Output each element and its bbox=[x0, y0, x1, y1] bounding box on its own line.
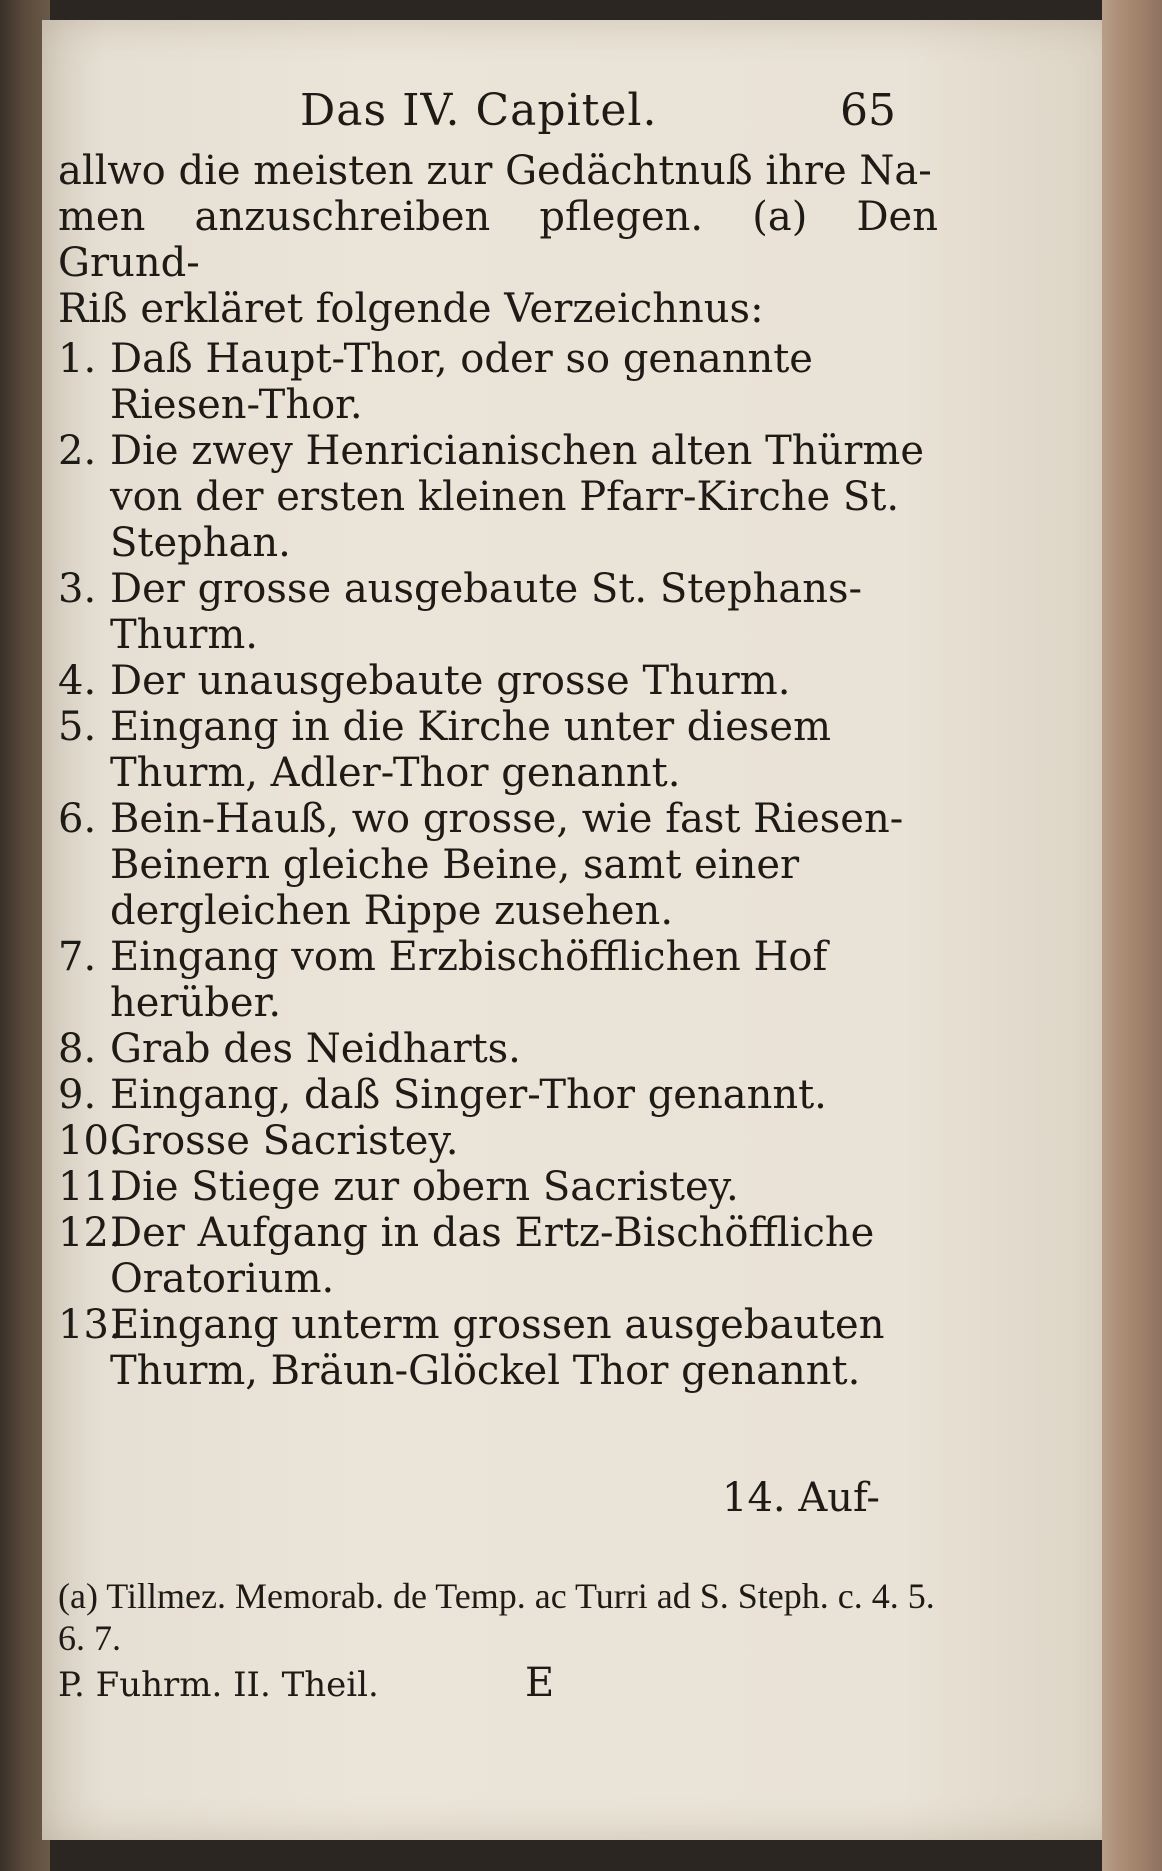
item-text: Die zwey Henricianischen alten Thürme von der ersten kleinen Pfarr-Kirche St. Stephan. bbox=[110, 428, 925, 566]
intro-line: Riß erkläret folgende Verzeichnus: bbox=[58, 286, 764, 332]
list-item bbox=[58, 428, 958, 566]
item-number: 4. bbox=[58, 658, 97, 704]
item-number: 1. bbox=[58, 336, 97, 382]
intro-paragraph bbox=[58, 148, 938, 332]
item-number: 3. bbox=[58, 566, 97, 612]
list-item bbox=[58, 796, 958, 934]
item-number: 9. bbox=[58, 1072, 97, 1118]
item-text: Der unausgebaute grosse Thurm. bbox=[110, 658, 791, 704]
legend-list bbox=[58, 336, 958, 1394]
list-item bbox=[58, 1164, 958, 1210]
item-number: 7. bbox=[58, 934, 97, 980]
list-item bbox=[58, 658, 958, 704]
item-text: Die Stiege zur obern Sacristey. bbox=[110, 1164, 739, 1210]
footnote: (a) Tillmez. Memorab. de Temp. ac Turri ad S. Steph. c. 4. 5. 6. 7. bbox=[58, 1576, 935, 1658]
item-number: 2. bbox=[58, 428, 97, 474]
intro-line: allwo die meisten zur Gedächtnuß ihre Na- bbox=[58, 148, 932, 194]
list-item bbox=[58, 1072, 958, 1118]
item-number: 5. bbox=[58, 704, 97, 750]
item-number: 10. bbox=[58, 1118, 122, 1164]
item-text: Eingang vom Erzbischöfflichen Hof herüber. bbox=[110, 934, 828, 1026]
intro-line: men anzuschreiben pflegen. (a) Den Grund- bbox=[58, 194, 938, 286]
item-number: 12. bbox=[58, 1210, 122, 1256]
list-item bbox=[58, 1118, 958, 1164]
list-item bbox=[58, 1026, 958, 1072]
item-text: Daß Haupt-Thor, oder so genannte Riesen-Thor. bbox=[110, 336, 813, 428]
item-number: 6. bbox=[58, 796, 97, 842]
item-number: 13. bbox=[58, 1302, 122, 1348]
item-text: Grab des Neidharts. bbox=[110, 1026, 521, 1072]
item-text: Der grosse ausgebaute St. Stephans-Thurm. bbox=[110, 566, 862, 658]
list-item bbox=[58, 1302, 958, 1394]
catchword: 14. Auf- bbox=[722, 1475, 880, 1521]
list-item bbox=[58, 336, 958, 428]
item-text: Eingang, daß Singer-Thor genannt. bbox=[110, 1072, 827, 1118]
item-text: Eingang in die Kirche unter diesem Thurm, Adler-Thor genannt. bbox=[110, 704, 831, 796]
item-number: 11. bbox=[58, 1164, 122, 1210]
item-text: Grosse Sacristey. bbox=[110, 1118, 459, 1164]
item-number: 8. bbox=[58, 1026, 97, 1072]
list-item bbox=[58, 704, 958, 796]
signature-line: P. Fuhrm. II. Theil. bbox=[58, 1665, 379, 1705]
item-text: Bein-Hauß, wo grosse, wie fast Riesen-Beinern gleiche Beine, samt einer dergleichen Rippe zusehen. bbox=[110, 796, 904, 934]
list-item bbox=[58, 934, 958, 1026]
list-item bbox=[58, 1210, 958, 1302]
page-number: 65 bbox=[840, 84, 896, 136]
running-title: Das IV. Capitel. bbox=[300, 84, 658, 136]
item-text: Eingang unterm grossen ausgebauten Thurm, Bräun-Glöckel Thor genannt. bbox=[110, 1302, 885, 1394]
signature-mark: E bbox=[525, 1660, 555, 1706]
item-text: Der Aufgang in das Ertz-Bischöffliche Oratorium. bbox=[110, 1210, 875, 1302]
running-head bbox=[300, 80, 900, 140]
page-fore-edge bbox=[1102, 0, 1162, 1871]
list-item bbox=[58, 566, 958, 658]
